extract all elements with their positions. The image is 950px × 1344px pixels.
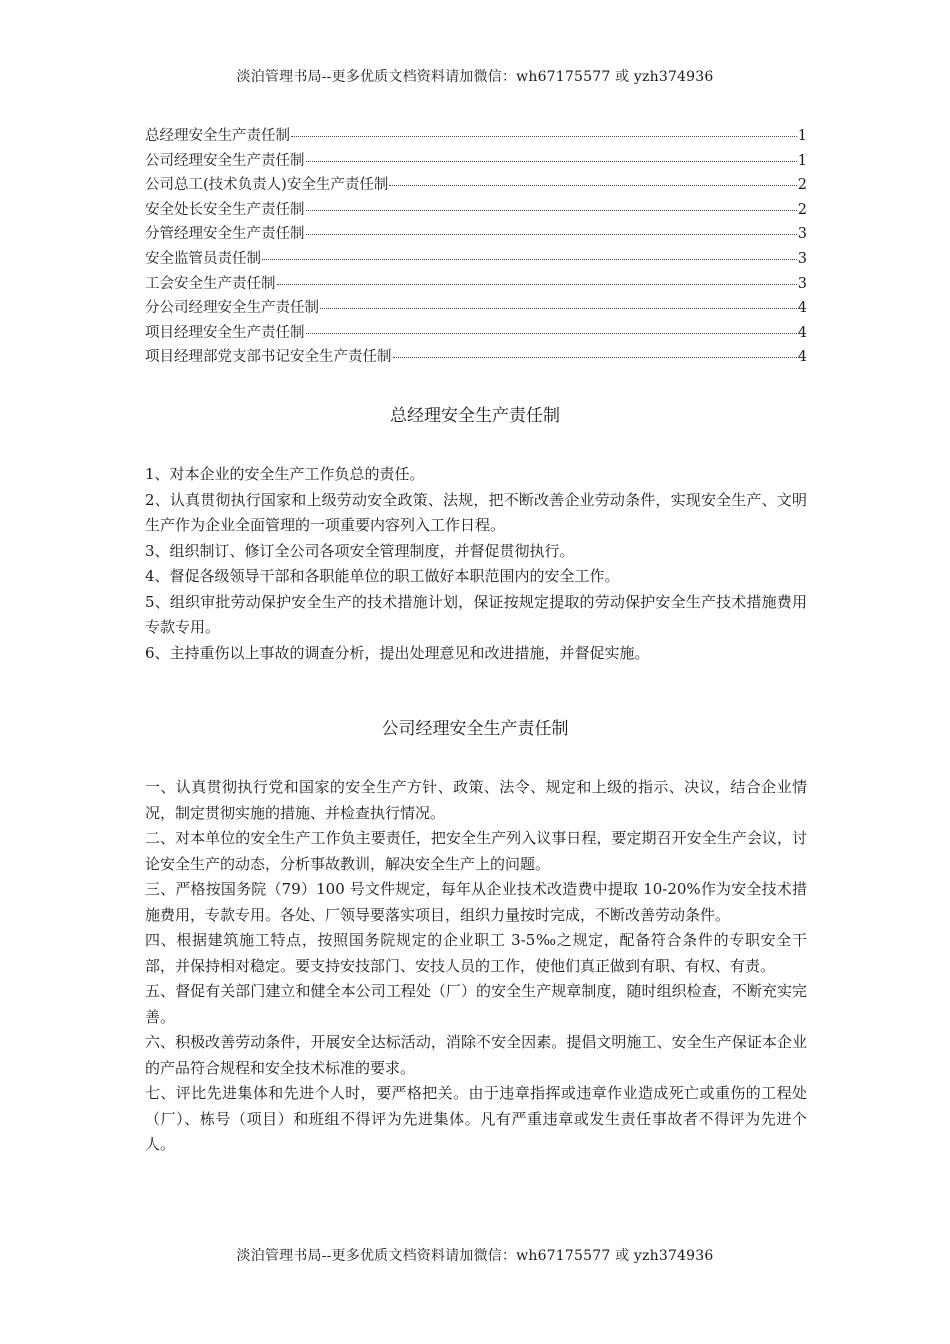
toc-entry[interactable] bbox=[145, 272, 807, 297]
clause-paragraph: 五、督促有关部门建立和健全本公司工程处（厂）的安全生产规章制度，随时组织检查，不断充实完善。 bbox=[145, 982, 807, 1026]
toc-entry-title: 项目经理部党支部书记安全生产责任制 bbox=[145, 349, 392, 366]
toc-dot-leader bbox=[306, 333, 797, 334]
toc-entry[interactable] bbox=[145, 198, 807, 223]
toc-dot-leader bbox=[306, 234, 797, 235]
toc-dot-leader bbox=[389, 185, 796, 186]
toc-dot-leader bbox=[320, 308, 797, 309]
toc-entry-title: 分管经理安全生产责任制 bbox=[145, 226, 305, 243]
toc-entry[interactable] bbox=[145, 321, 807, 346]
toc-dot-leader bbox=[306, 161, 797, 162]
toc-entry-title: 项目经理安全生产责任制 bbox=[145, 324, 305, 341]
clause-paragraph: 4、督促各级领导干部和各职能单位的职工做好本职范围内的安全工作。 bbox=[145, 567, 620, 585]
section-heading-general-manager: 总经理安全生产责任制 bbox=[390, 406, 560, 426]
toc-entry-title: 公司经理安全生产责任制 bbox=[145, 152, 305, 169]
toc-entry[interactable] bbox=[145, 345, 807, 370]
clause-paragraph: 二、对本单位的安全生产工作负主要责任，把安全生产列入议事日程，要定期召开安全生产会议，讨论安全生产的动态，分析事故教训，解决安全生产上的问题。 bbox=[145, 829, 807, 873]
clause-paragraph: 2、认真贯彻执行国家和上级劳动安全政策、法规，把不断改善企业劳动条件，实现安全生产、文明生产作为企业全面管理的一项重要内容列入工作日程。 bbox=[145, 490, 807, 534]
clause-paragraph: 6、主持重伤以上事故的调查分析，提出处理意见和改进措施，并督促实施。 bbox=[145, 643, 650, 662]
toc-entry-page: 3 bbox=[797, 275, 807, 292]
toc-entry[interactable] bbox=[145, 222, 807, 247]
toc-dot-leader bbox=[262, 259, 797, 260]
toc-entry-page: 1 bbox=[797, 128, 807, 144]
clause-paragraph: 5、组织审批劳动保护安全生产的技术措施计划，保证按规定提取的劳动保护安全生产技术措施费用专款专用。 bbox=[145, 592, 807, 636]
toc-entry[interactable] bbox=[145, 247, 807, 272]
toc-dot-leader bbox=[393, 357, 797, 358]
toc-entry-title: 总经理安全生产责任制 bbox=[145, 128, 290, 144]
clause-paragraph: 一、认真贯彻执行党和国家的安全生产方针、政策、法令、规定和上级的指示、决议，结合企业情况，制定贯彻实施的措施、并检查执行情况。 bbox=[145, 778, 807, 822]
toc-entry[interactable] bbox=[145, 124, 807, 149]
toc-entry-title: 工会安全生产责任制 bbox=[145, 275, 276, 292]
toc-entry-page: 4 bbox=[797, 349, 807, 366]
clause-paragraph: 3、组织制订、修订全公司各项安全管理制度，并督促贯彻执行。 bbox=[145, 541, 575, 560]
toc-dot-leader bbox=[306, 210, 797, 211]
toc-entry-page: 2 bbox=[797, 177, 807, 194]
toc-entry-page: 4 bbox=[797, 324, 807, 341]
toc-entry-page: 4 bbox=[797, 300, 807, 317]
toc-entry-page: 3 bbox=[797, 226, 807, 243]
toc-entry[interactable] bbox=[145, 149, 807, 174]
clause-paragraph: 七、评比先进集体和先进个人时，要严格把关。由于违章指挥或违章作业造成死亡或重伤的工程处（厂）、栋号（项目）和班组不得评为先进集体。凡有严重违章或发生责任事故者不得评为先进个人。 bbox=[145, 1084, 807, 1153]
toc-entry-title: 安全处长安全生产责任制 bbox=[145, 201, 305, 218]
toc-dot-leader bbox=[291, 136, 797, 137]
toc-entry[interactable] bbox=[145, 296, 807, 321]
toc-entry-page: 3 bbox=[797, 250, 807, 267]
toc-entry-page: 1 bbox=[797, 152, 807, 169]
toc-dot-leader bbox=[277, 284, 797, 285]
toc-entry-title: 分公司经理安全生产责任制 bbox=[145, 300, 319, 317]
clause-paragraph: 四、根据建筑施工特点，按照国务院规定的企业职工 3-5‰之规定，配备符合条件的专职安全干部，并保持相对稳定。要支持安技部门、安技人员的工作，使他们真正做到有职、有权、有责。 bbox=[145, 931, 807, 975]
toc-entry-page: 2 bbox=[797, 201, 807, 218]
page-footer: 淡泊管理书局--更多优质文档资料请加微信：wh67175577 或 yzh374936 bbox=[236, 1248, 714, 1264]
table-of-contents bbox=[145, 124, 807, 370]
clause-paragraph: 1、对本企业的安全生产工作负总的责任。 bbox=[145, 465, 425, 483]
section-body-general-manager bbox=[145, 462, 807, 666]
section-body-company-manager bbox=[145, 775, 807, 1158]
page-header: 淡泊管理书局--更多优质文档资料请加微信：wh67175577 或 yzh374936 bbox=[236, 69, 714, 85]
toc-entry-title: 安全监管员责任制 bbox=[145, 250, 261, 267]
section-heading-company-manager: 公司经理安全生产责任制 bbox=[381, 719, 569, 739]
clause-paragraph: 三、严格按国务院（79）100 号文件规定，每年从企业技术改造费中提取 10-20%作为安全技术措施费用，专款专用。各处、厂领导要落实项目，组织力量按时完成，不断改善劳动条件。 bbox=[145, 880, 807, 924]
clause-paragraph: 六、积极改善劳动条件，开展安全达标活动，消除不安全因素。提倡文明施工、安全生产保证本企业的产品符合规程和安全技术标准的要求。 bbox=[145, 1033, 807, 1077]
toc-entry-title: 公司总工(技术负责人)安全生产责任制 bbox=[145, 177, 389, 194]
toc-entry[interactable] bbox=[145, 173, 807, 198]
